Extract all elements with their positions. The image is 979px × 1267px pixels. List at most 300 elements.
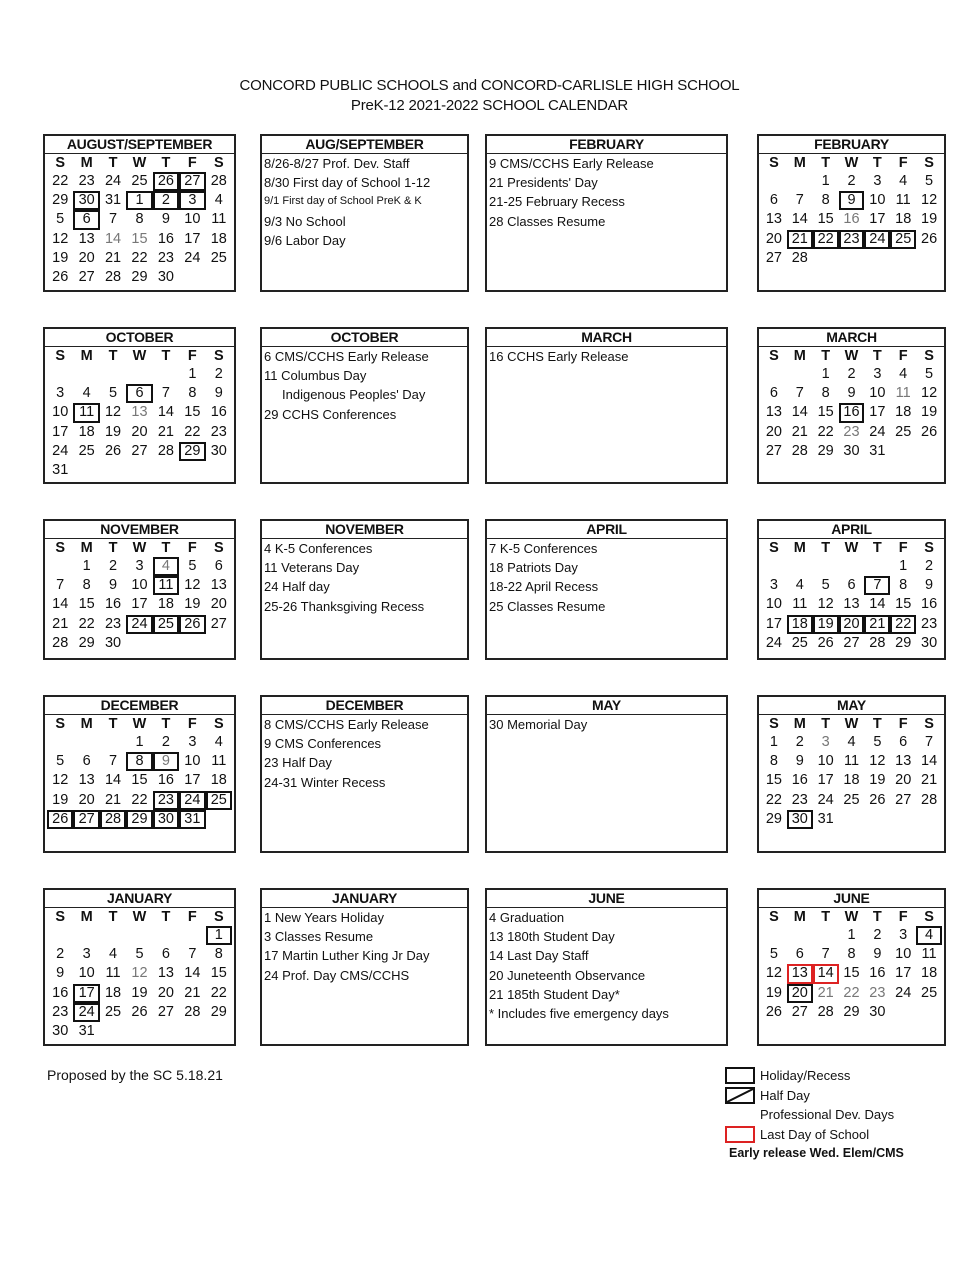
calendar-day: 15 <box>131 230 148 247</box>
calendar-day: 16 <box>843 211 860 228</box>
calendar-day: 20 <box>787 984 813 1003</box>
calendar-day: 31 <box>869 442 886 459</box>
legend-last-swatch <box>725 1126 755 1143</box>
weekday-label: S <box>924 716 934 732</box>
events-mar <box>485 327 728 484</box>
calendar-empty <box>126 461 152 480</box>
calendar-empty <box>206 1022 232 1041</box>
calendar-empty <box>206 268 232 287</box>
calendar-day: 16 <box>52 984 69 1001</box>
calendar-day: 22 <box>184 423 201 440</box>
calendar-day: 15 <box>210 965 227 982</box>
calendar-day: 5 <box>135 946 144 963</box>
weekday-label: S <box>924 909 934 925</box>
calendar-day: 25 <box>131 173 148 189</box>
calendar-day: 11 <box>921 946 937 963</box>
calendar-day: 12 <box>52 772 69 789</box>
events-title: APRIL <box>487 521 726 539</box>
calendar-day: 6 <box>899 734 908 750</box>
calendar-day: 7 <box>795 385 804 402</box>
event-line: 14 Last Day Staff <box>489 948 589 964</box>
calendar-day: 11 <box>73 403 99 422</box>
weekday-label: M <box>793 716 806 732</box>
calendar-day: 19 <box>813 615 839 634</box>
calendar-empty <box>179 634 205 653</box>
calendar-day: 9 <box>56 965 65 982</box>
event-line: 9 CMS Conferences <box>264 736 382 752</box>
weekday-label: W <box>132 540 147 556</box>
calendar-day: 8 <box>135 211 144 228</box>
calendar-title: FEBRUARY <box>759 136 944 154</box>
calendar-day: 3 <box>82 946 91 963</box>
events-list <box>262 347 467 424</box>
calendar-day: 28 <box>869 634 886 651</box>
calendar-day: 7 <box>925 734 934 750</box>
calendar-day: 29 <box>895 634 912 651</box>
weekday-label: S <box>769 540 779 556</box>
events-dec <box>260 695 469 853</box>
calendar-mar <box>757 327 946 484</box>
calendar-day: 23 <box>843 423 860 440</box>
calendar-grid <box>759 347 944 461</box>
calendar-day: 18 <box>895 211 912 228</box>
calendar-day: 15 <box>843 965 860 982</box>
calendar-empty <box>126 926 152 945</box>
calendar-empty <box>73 461 99 480</box>
calendar-day: 21 <box>921 772 938 789</box>
calendar-day: 18 <box>104 984 122 1001</box>
calendar-title: JUNE <box>759 890 944 908</box>
calendar-day: 9 <box>153 752 179 771</box>
weekday-label: M <box>80 348 93 364</box>
calendar-day: 28 <box>52 634 69 651</box>
calendar-day: 4 <box>109 946 118 963</box>
calendar-day: 28 <box>210 173 227 189</box>
calendar-day: 20 <box>78 791 95 808</box>
calendar-day: 14 <box>157 404 174 421</box>
calendar-day: 21 <box>817 984 834 1001</box>
calendar-empty <box>761 172 787 191</box>
legend-prof <box>725 1105 904 1125</box>
calendar-day: 14 <box>52 596 69 613</box>
calendar-day: 9 <box>795 753 804 770</box>
weekday-label: S <box>55 540 66 556</box>
events-jan <box>260 888 469 1046</box>
calendar-day: 17 <box>817 772 834 789</box>
calendar-empty <box>839 810 865 829</box>
events-title: JUNE <box>487 890 726 908</box>
event-line: 9/1 First day of School PreK & K <box>264 195 422 208</box>
calendar-day: 27 <box>179 172 205 191</box>
calendar-day: 23 <box>210 423 227 440</box>
calendar-day: 5 <box>925 366 934 382</box>
weekday-label: T <box>821 716 831 732</box>
calendar-day: 29 <box>179 442 205 461</box>
calendar-day: 29 <box>78 634 95 651</box>
events-list <box>262 539 467 616</box>
calendar-day: 15 <box>184 404 201 421</box>
calendar-day: 7 <box>188 946 197 963</box>
event-line: 18-22 April Recess <box>489 579 599 595</box>
weekday-label: W <box>844 348 859 364</box>
calendar-day: 14 <box>791 404 808 421</box>
calendar-day: 17 <box>73 984 99 1003</box>
calendar-grid <box>45 908 234 1041</box>
calendar-day: 16 <box>839 403 865 422</box>
calendar-empty <box>864 249 890 268</box>
calendar-day: 22 <box>890 615 916 634</box>
weekday-label: M <box>793 540 806 556</box>
calendar-day: 3 <box>188 734 197 750</box>
calendar-day: 2 <box>925 558 934 574</box>
calendar-day: 9 <box>873 946 882 963</box>
calendar-day: 17 <box>869 211 886 228</box>
calendar-day: 22 <box>817 423 834 440</box>
calendar-day: 14 <box>104 772 122 789</box>
events-title: DECEMBER <box>262 697 467 715</box>
calendar-empty <box>787 172 813 191</box>
calendar-day: 2 <box>109 558 118 574</box>
weekday-label: T <box>161 540 171 556</box>
calendar-day: 23 <box>869 984 886 1001</box>
weekday-label: T <box>161 716 171 732</box>
calendar-day: 22 <box>210 984 227 1001</box>
calendar-empty <box>47 733 73 752</box>
calendar-day: 11 <box>895 385 911 402</box>
calendar-day: 20 <box>765 423 782 440</box>
event-line: 8 CMS/CCHS Early Release <box>264 717 429 732</box>
legend-holiday-swatch <box>725 1067 755 1084</box>
calendar-empty <box>47 365 73 384</box>
calendar-day: 13 <box>131 404 148 421</box>
calendar-day: 1 <box>206 926 232 945</box>
calendar-day: 24 <box>104 173 122 189</box>
calendar-empty <box>100 1022 126 1041</box>
calendar-jun <box>757 888 946 1046</box>
weekday-label: S <box>769 348 779 364</box>
events-title: FEBRUARY <box>487 136 726 154</box>
calendar-day: 18 <box>78 423 95 440</box>
calendar-day: 14 <box>869 596 886 613</box>
calendar-day: 27 <box>791 1003 808 1020</box>
calendar-day: 29 <box>126 810 152 829</box>
calendar-day: 25 <box>843 791 860 808</box>
calendar-day: 8 <box>126 752 152 771</box>
calendar-day: 14 <box>813 964 839 983</box>
calendar-day: 19 <box>765 984 782 1001</box>
weekday-label: W <box>132 155 147 171</box>
calendar-empty <box>890 249 916 268</box>
calendar-day: 3 <box>56 385 65 402</box>
weekday-label: W <box>132 909 147 925</box>
event-line: 17 Martin Luther King Jr Day <box>264 948 430 964</box>
weekday-label: T <box>108 540 118 556</box>
weekday-label: M <box>793 155 806 171</box>
calendar-day: 7 <box>109 211 118 228</box>
calendar-day: 26 <box>817 634 834 651</box>
calendar-title: OCTOBER <box>45 329 234 347</box>
calendar-empty <box>153 634 179 653</box>
calendar-grid <box>45 715 234 829</box>
weekday-label: S <box>769 716 779 732</box>
events-title: MAY <box>487 697 726 715</box>
calendar-day: 15 <box>765 772 782 789</box>
calendar-day: 12 <box>131 965 148 982</box>
calendar-day: 24 <box>126 615 152 634</box>
calendar-day: 4 <box>214 734 223 750</box>
calendar-empty <box>206 634 232 653</box>
legend <box>725 1066 904 1160</box>
page-title-1: CONCORD PUBLIC SCHOOLS and CONCORD-CARLISLE HIGH SCHOOL <box>239 77 740 94</box>
weekday-label: F <box>898 348 908 364</box>
calendar-day: 11 <box>792 596 808 613</box>
calendar-day: 8 <box>821 385 830 402</box>
calendar-day: 21 <box>157 423 174 440</box>
events-title: JANUARY <box>262 890 467 908</box>
event-line: 24 Prof. Day CMS/CCHS <box>264 967 410 983</box>
calendar-day: 11 <box>153 576 179 595</box>
calendar-day: 24 <box>895 984 912 1001</box>
calendar-day: 25 <box>78 442 95 459</box>
calendar-day: 1 <box>847 927 856 943</box>
calendar-day: 25 <box>206 791 232 810</box>
calendar-day: 16 <box>869 965 886 982</box>
calendar-day: 24 <box>184 249 201 266</box>
weekday-label: W <box>132 348 147 364</box>
calendar-day: 27 <box>131 442 148 459</box>
calendar-day: 15 <box>131 772 148 789</box>
calendar-day: 29 <box>210 1003 227 1020</box>
calendar-day: 14 <box>104 230 122 247</box>
event-line: 13 180th Student Day <box>489 929 615 945</box>
event-line: 9/6 Labor Day <box>264 232 346 248</box>
event-line: * Includes five emergency days <box>489 1006 669 1022</box>
event-line: 9/3 No School <box>264 213 346 229</box>
calendar-day: 22 <box>765 791 782 808</box>
calendar-day: 7 <box>56 577 65 594</box>
calendar-day: 6 <box>769 192 778 209</box>
calendar-day: 1 <box>899 558 908 574</box>
weekday-label: M <box>80 909 93 925</box>
event-line: 9 CMS/CCHS Early Release <box>489 156 654 171</box>
calendar-day: 14 <box>791 211 808 228</box>
calendar-grid <box>45 539 234 653</box>
calendar-day: 28 <box>100 810 126 829</box>
calendar-day: 1 <box>769 734 778 750</box>
calendar-day: 7 <box>109 753 118 770</box>
calendar-apr <box>757 519 946 660</box>
calendar-day: 4 <box>153 557 179 576</box>
calendar-day: 22 <box>131 249 148 266</box>
events-list <box>487 539 726 616</box>
calendar-empty <box>839 249 865 268</box>
events-list <box>487 908 726 1023</box>
calendar-day: 28 <box>791 249 808 266</box>
event-line: 21 185th Student Day* <box>489 986 620 1002</box>
calendar-day: 21 <box>791 423 808 440</box>
calendar-day: 30 <box>869 1003 886 1020</box>
calendar-grid <box>45 347 234 480</box>
calendar-day: 13 <box>157 965 174 982</box>
calendar-day: 24 <box>52 442 69 459</box>
calendar-day: 20 <box>765 230 782 247</box>
calendar-day: 2 <box>153 191 179 210</box>
calendar-day: 13 <box>765 404 782 421</box>
calendar-day: 9 <box>839 191 865 210</box>
proposed-note: Proposed by the SC 5.18.21 <box>47 1067 223 1083</box>
event-line: 8/30 First day of School 1-12 <box>264 175 431 191</box>
calendar-day: 4 <box>214 192 223 209</box>
calendar-day: 5 <box>873 734 882 750</box>
calendar-day: 4 <box>795 577 804 594</box>
calendar-day: 25 <box>791 634 808 651</box>
legend-half-label: Half Day <box>760 1087 810 1103</box>
calendar-empty <box>890 810 916 829</box>
calendar-day: 8 <box>769 753 778 770</box>
weekday-label: T <box>108 909 118 925</box>
event-line: Indigenous Peoples' Day <box>282 387 426 403</box>
calendar-day: 12 <box>869 753 886 770</box>
calendar-empty <box>126 634 152 653</box>
calendar-day: 21 <box>104 791 122 808</box>
calendar-day: 10 <box>765 596 782 613</box>
calendar-empty <box>916 442 942 461</box>
calendar-empty <box>153 461 179 480</box>
events-list <box>487 347 726 366</box>
event-line: 25-26 Thanksgiving Recess <box>264 598 425 614</box>
calendar-day: 23 <box>153 791 179 810</box>
weekday-label: S <box>769 909 779 925</box>
calendar-day: 1 <box>135 734 144 750</box>
event-line: 1 New Years Holiday <box>264 910 384 925</box>
calendar-day: 28 <box>184 1003 201 1020</box>
calendar-day: 12 <box>765 965 782 982</box>
events-list <box>487 154 726 231</box>
calendar-day: 25 <box>104 1003 122 1020</box>
calendar-day: 2 <box>795 734 804 750</box>
calendar-aug-sep <box>43 134 236 292</box>
calendar-day: 26 <box>52 268 69 285</box>
weekday-label: M <box>80 716 93 732</box>
calendar-day: 13 <box>210 577 227 594</box>
calendar-day: 20 <box>839 615 865 634</box>
event-line: 23 Half Day <box>264 755 332 771</box>
calendar-empty <box>100 926 126 945</box>
legend-prof-label: Professional Dev. Days <box>760 1107 895 1122</box>
calendar-day: 10 <box>184 753 201 770</box>
calendar-day: 16 <box>104 596 122 613</box>
calendar-day: 11 <box>211 211 227 228</box>
calendar-day: 15 <box>895 596 912 613</box>
calendar-day: 10 <box>895 946 912 963</box>
calendar-day: 20 <box>131 423 148 440</box>
calendar-day: 9 <box>847 385 856 402</box>
calendar-day: 2 <box>873 927 882 943</box>
calendar-day: 6 <box>769 385 778 402</box>
weekday-label: F <box>898 540 908 556</box>
calendar-day: 21 <box>787 230 813 249</box>
weekday-label: F <box>187 348 197 364</box>
calendar-empty <box>73 365 99 384</box>
event-line: 24-31 Winter Recess <box>264 774 386 790</box>
event-line: 3 Classes Resume <box>264 929 374 945</box>
calendar-day: 11 <box>895 192 911 209</box>
weekday-label: S <box>924 155 934 171</box>
calendar-grid <box>759 154 944 268</box>
calendar-day: 9 <box>214 385 223 402</box>
calendar-nov <box>43 519 236 660</box>
weekday-label: T <box>821 155 831 171</box>
calendar-empty <box>179 268 205 287</box>
calendar-day: 31 <box>817 810 834 827</box>
calendar-grid <box>759 715 944 829</box>
calendar-empty <box>73 733 99 752</box>
calendar-day: 11 <box>105 965 121 982</box>
calendar-day: 31 <box>104 192 122 209</box>
calendar-day: 2 <box>56 946 65 963</box>
event-line: 18 Patriots Day <box>489 560 578 576</box>
event-line: 28 Classes Resume <box>489 213 606 229</box>
calendar-day: 26 <box>921 230 938 247</box>
calendar-empty <box>126 365 152 384</box>
weekday-label: S <box>55 348 66 364</box>
event-line: 6 CMS/CCHS Early Release <box>264 349 429 364</box>
calendar-empty <box>73 926 99 945</box>
calendar-empty <box>916 1003 942 1022</box>
calendar-title: DECEMBER <box>45 697 234 715</box>
calendar-day: 10 <box>817 753 834 770</box>
calendar-day: 16 <box>157 772 174 789</box>
legend-prof-swatch <box>725 1106 755 1123</box>
weekday-label: F <box>898 155 908 171</box>
calendar-day: 26 <box>869 791 886 808</box>
legend-early: Early release Wed. Elem/CMS <box>729 1146 904 1160</box>
calendar-day: 19 <box>921 211 938 228</box>
calendar-empty <box>839 557 865 576</box>
calendar-empty <box>153 926 179 945</box>
calendar-day: 1 <box>821 173 830 189</box>
calendar-day: 15 <box>817 404 834 421</box>
weekday-label: W <box>132 716 147 732</box>
calendar-grid <box>759 908 944 1022</box>
calendar-day: 10 <box>869 385 886 402</box>
calendar-day: 10 <box>184 211 201 228</box>
event-line: 21 Presidents' Day <box>489 175 598 191</box>
calendar-day: 26 <box>104 442 122 459</box>
calendar-day: 1 <box>821 366 830 382</box>
calendar-day: 8 <box>899 577 908 594</box>
calendar-day: 27 <box>765 249 782 266</box>
calendar-title: APRIL <box>759 521 944 539</box>
calendar-day: 21 <box>104 249 122 266</box>
calendar-day: 8 <box>821 192 830 209</box>
calendar-day: 19 <box>921 404 938 421</box>
calendar-day: 5 <box>56 753 65 770</box>
calendar-day: 18 <box>210 230 227 247</box>
calendar-day: 3 <box>769 577 778 594</box>
calendar-day: 5 <box>925 173 934 189</box>
calendar-empty <box>100 733 126 752</box>
events-aug-sep <box>260 134 469 292</box>
calendar-day: 30 <box>921 634 938 651</box>
legend-holiday <box>725 1066 904 1086</box>
weekday-label: S <box>55 716 66 732</box>
calendar-day: 17 <box>131 596 148 613</box>
calendar-day: 12 <box>921 192 938 209</box>
calendar-empty <box>787 365 813 384</box>
weekday-label: F <box>187 540 197 556</box>
weekday-label: T <box>821 540 831 556</box>
